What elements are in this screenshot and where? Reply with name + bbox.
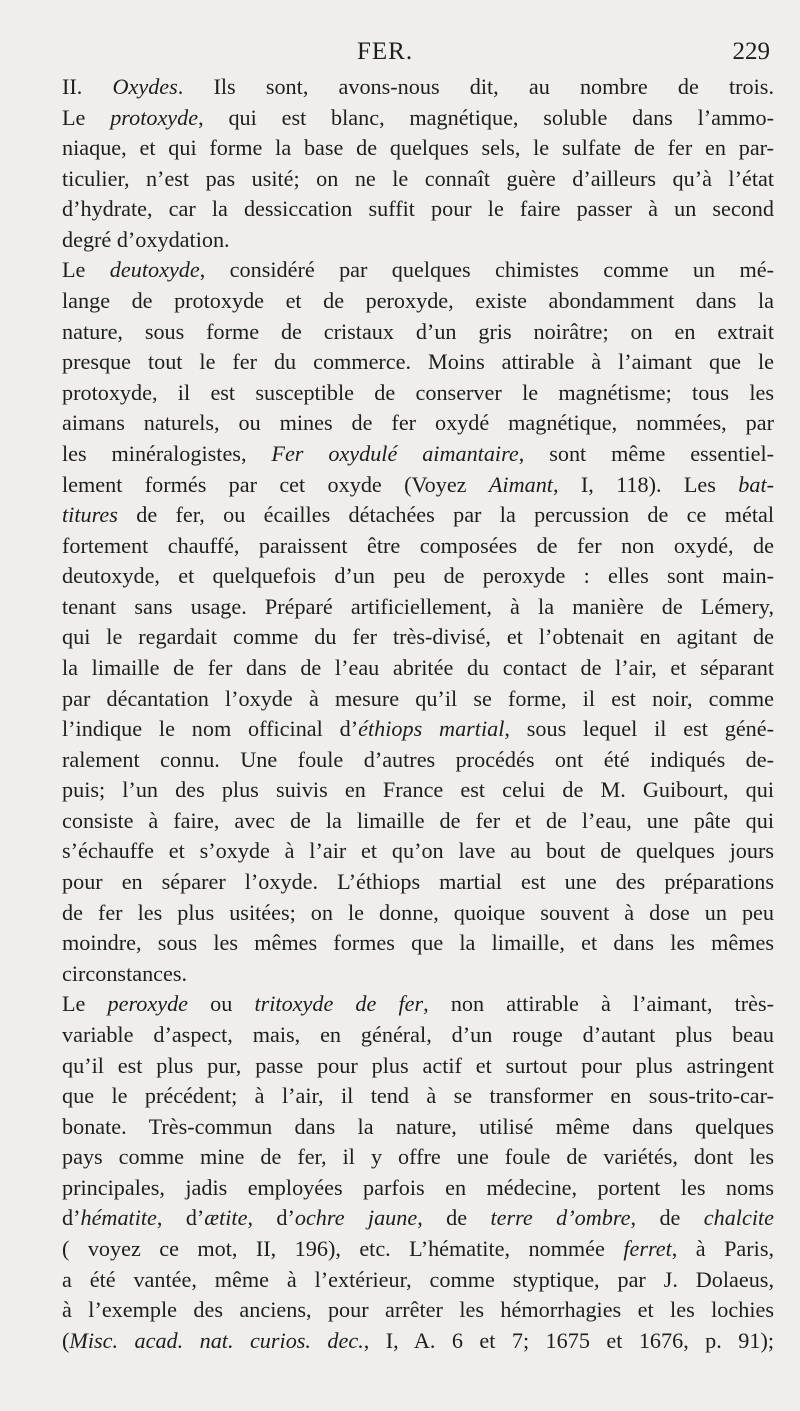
text-run: lement formés par cet oxyde (Voyez	[62, 471, 489, 497]
body-text	[62, 72, 774, 1356]
text-line	[62, 653, 774, 684]
text-run: aimans naturels, ou mines de fer oxydé magnétique, nommées, par	[62, 410, 774, 436]
text-run: , qui est blanc, magnétique, soluble dans l’ammo-	[198, 104, 775, 130]
text-run: d’	[62, 1205, 81, 1231]
text-run: la limaille de fer dans de l’eau abritée du contact de l’air, et séparant	[62, 654, 774, 680]
text-run: fortement chauffé, paraissent être composées de fer non oxydé, de	[62, 532, 774, 558]
text-run: degré d’oxydation.	[62, 226, 230, 252]
text-run: moindre, sous les mêmes formes que la limaille, et dans les mêmes	[62, 930, 774, 956]
text-line	[62, 1265, 774, 1296]
text-run: de fer, ou écailles détachées par la percussion de ce métal	[117, 502, 774, 528]
text-line	[62, 470, 774, 501]
text-run: a été vantée, même à l’extérieur, comme styptique, par J. Dolaeus,	[62, 1266, 774, 1292]
text-line	[62, 317, 774, 348]
text-run: puis; l’un des plus suivis en France est celui de M. Guibourt, qui	[62, 777, 774, 803]
text-run: circonstances.	[62, 960, 188, 986]
text-line	[62, 1142, 774, 1173]
text-run: lange de protoxyde et de peroxyde, existe abondamment dans la	[62, 288, 774, 314]
text-run: ticulier, n’est pas usité; on ne le connaît guère d’ailleurs qu’à l’état	[62, 165, 774, 191]
text-run: les minéralogistes,	[62, 440, 272, 466]
text-run: ralement connu. Une foule d’autres procédés ont été indiqués de-	[62, 746, 774, 772]
text-line	[62, 1295, 774, 1326]
text-line	[62, 898, 774, 929]
text-line	[62, 989, 774, 1020]
italic-run: peroxyde	[107, 991, 189, 1017]
italic-run: protoxyde	[110, 104, 199, 130]
text-run: qui le regardait comme du fer très-divisé, et l’obtenait en agitant de	[62, 624, 774, 650]
text-run: , non attirable à l’aimant, très-	[423, 991, 775, 1017]
text-run: tenant sans usage. Préparé artificiellement, à la manière de Lémery,	[62, 593, 774, 619]
text-line	[62, 959, 774, 990]
text-line	[62, 1203, 774, 1234]
text-run: , d’	[156, 1205, 205, 1231]
text-line	[62, 1112, 774, 1143]
text-run: que le précédent; à l’air, il tend à se transformer en sous-trito-car-	[62, 1083, 774, 1109]
text-run: , de	[630, 1205, 704, 1231]
italic-run: hématite	[80, 1205, 157, 1231]
italic-run: ferret	[623, 1235, 672, 1261]
text-run: niaque, et qui forme la base de quelques sels, le sulfate de fer en par-	[62, 135, 774, 161]
text-run: ( voyez ce mot, II, 196), etc. L’hématite, nommée	[62, 1235, 624, 1261]
text-line	[62, 500, 774, 531]
text-run: à l’exemple des anciens, pour arrêter les hémorrhagies et les lochies	[62, 1297, 774, 1323]
text-run: de fer les plus usitées; on le donne, quoique souvent à dose un peu	[62, 899, 774, 925]
italic-run: Fer oxydulé aimantaire	[271, 440, 519, 466]
text-run: pays comme mine de fer, il y offre une foule de variétés, dont les	[62, 1144, 774, 1170]
running-header	[0, 38, 800, 74]
text-line	[62, 347, 774, 378]
text-line	[62, 684, 774, 715]
text-line	[62, 164, 774, 195]
text-line	[62, 775, 774, 806]
text-run: variable d’aspect, mais, en général, d’un rouge d’autant plus beau	[62, 1021, 774, 1047]
italic-run: Oxydes	[112, 74, 178, 99]
text-line	[62, 592, 774, 623]
text-run: (	[62, 1327, 70, 1353]
text-run: . Ils sont, avons-nous dit, au nombre de trois.	[177, 74, 774, 99]
text-run: d’hydrate, car la dessiccation suffit pour le faire passer à un second	[62, 196, 774, 222]
text-line	[62, 1051, 774, 1082]
text-line	[62, 836, 774, 867]
text-line	[62, 286, 774, 317]
italic-run: ætite	[204, 1205, 248, 1231]
page-number: 229	[732, 38, 770, 65]
text-line	[62, 867, 774, 898]
text-line	[62, 225, 774, 256]
text-run: ou	[188, 991, 255, 1017]
text-run: , I, 118). Les	[552, 471, 739, 497]
text-line	[62, 194, 774, 225]
text-line	[62, 133, 774, 164]
text-run: Le	[62, 257, 110, 283]
text-run: protoxyde, il est susceptible de conserver le magnétisme; tous les	[62, 379, 774, 405]
text-run: , sont même essentiel-	[518, 440, 774, 466]
text-line	[62, 1173, 774, 1204]
text-run: nature, sous forme de cristaux d’un gris noirâtre; on en extrait	[62, 318, 774, 344]
text-line	[62, 1081, 774, 1112]
text-run: , d’	[247, 1205, 295, 1231]
italic-run: bat-	[738, 471, 774, 497]
running-title: FER.	[357, 38, 414, 65]
text-line	[62, 806, 774, 837]
text-line	[62, 408, 774, 439]
text-line	[62, 1234, 774, 1265]
text-line	[62, 72, 774, 103]
italic-run: titures	[62, 502, 118, 528]
text-run: deutoxyde, et quelquefois d’un peu de peroxyde : elles sont main-	[62, 563, 774, 589]
text-run: Le	[62, 104, 111, 130]
text-line	[62, 1020, 774, 1051]
italic-run: éthiops martial	[358, 716, 505, 742]
text-run: consiste à faire, avec de la limaille de fer et de l’eau, une pâte qui	[62, 807, 774, 833]
italic-run: ochre jaune	[294, 1205, 418, 1231]
text-line	[62, 531, 774, 562]
italic-run: terre d’ombre	[490, 1205, 631, 1231]
text-line	[62, 255, 774, 286]
text-line	[62, 622, 774, 653]
text-run: bonate. Très-commun dans la nature, utilisé même dans quelques	[62, 1113, 774, 1139]
text-line	[62, 1326, 774, 1357]
text-line	[62, 928, 774, 959]
italic-run: Misc. acad. nat. curios. dec.	[69, 1327, 364, 1353]
text-run: l’indique le nom officinal d’	[62, 716, 359, 742]
text-run: s’échauffe et s’oxyde à l’air et qu’on lave au bout de quelques jours	[62, 838, 774, 864]
text-run: , considéré par quelques chimistes comme un mé-	[199, 257, 774, 283]
text-run: , sous lequel il est géné-	[504, 716, 774, 742]
text-run: , I, A. 6 et 7; 1675 et 1676, p. 91);	[363, 1327, 774, 1353]
text-run: pour en séparer l’oxyde. L’éthiops martial est une des préparations	[62, 869, 774, 895]
text-line	[62, 714, 774, 745]
text-run: presque tout le fer du commerce. Moins attirable à l’aimant que le	[62, 349, 774, 375]
text-run: Le	[62, 991, 108, 1017]
text-line	[62, 103, 774, 134]
italic-run: tritoxyde de fer	[254, 991, 424, 1017]
text-run: principales, jadis employées parfois en médecine, portent les noms	[62, 1174, 774, 1200]
text-line	[62, 561, 774, 592]
text-line	[62, 378, 774, 409]
italic-run: chalcite	[703, 1205, 774, 1231]
text-run: qu’il est plus pur, passe pour plus actif et surtout pour plus astringent	[62, 1052, 774, 1078]
text-line	[62, 745, 774, 776]
italic-run: deutoxyde	[109, 257, 200, 283]
text-run: , à Paris,	[671, 1235, 774, 1261]
text-run: , de	[417, 1205, 491, 1231]
text-line	[62, 439, 774, 470]
text-run: par décantation l’oxyde à mesure qu’il se forme, il est noir, comme	[62, 685, 774, 711]
italic-run: Aimant	[488, 471, 553, 497]
text-run: II.	[62, 74, 113, 99]
